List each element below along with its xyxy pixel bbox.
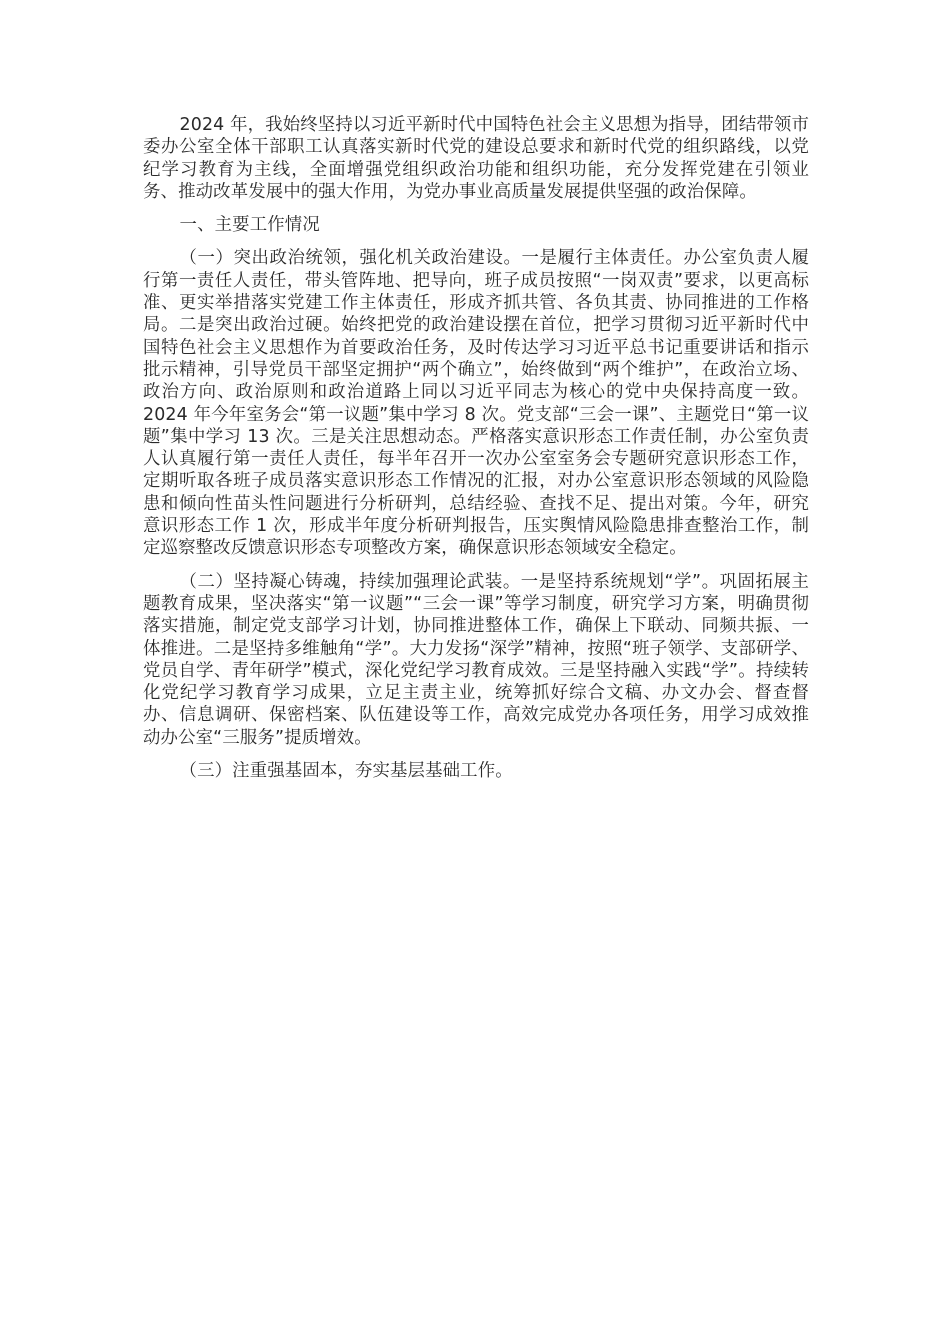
intro-paragraph: 2024 年，我始终坚持以习近平新时代中国特色社会主义思想为指导，团结带领市委办公室全体干部职工认真落实新时代党的建设总要求和新时代党的组织路线，以党纪学习教育为主线，全面增强党组织政治功能和组织功能，充分发挥党建在引领业务、推动改革发展中的强大作用，为党办事业高质量发展提供坚强的政治保障。 (143, 115, 809, 202)
paragraph-theory-study: （二）坚持凝心铸魂，持续加强理论武装。一是坚持系统规划“学”。巩固拓展主题教育成果，坚决落实“第一议题”“三会一课”等学习制度，研究学习方案，明确贯彻落实措施，制定党支部学习计划，协同推进整体工作，确保上下联动、同频共振、一体推进。二是坚持多维触角“学”。大力发扬“深学”精神，按照“班子领学、支部研学、党员自学、青年研学”模式，深化党纪学习教育成效。三是坚持融入实践“学”。持续转化党纪学习教育学习成果，立足主责主业，统筹抓好综合文稿、办文办会、督查督办、信息调研、保密档案、队伍建设等工作，高效完成党办各项任务，用学习成效推动办公室“三服务”提质增效。 (143, 571, 809, 748)
section-heading-main-work: 一、主要工作情况 (179, 215, 320, 236)
paragraph-political-leadership: （一）突出政治统领，强化机关政治建设。一是履行主体责任。办公室负责人履行第一责任人责任，带头管阵地、把导向，班子成员按照“一岗双责”要求，以更高标准、更实举措落实党建工作主体责任，形成齐抓共管、各负其责、协同推进的工作格局。二是突出政治过硬。始终把党的政治建设摆在首位，把学习贯彻习近平新时代中国特色社会主义思想作为首要政治任务，及时传达学习习近平总书记重要讲话和指示批示精神，引导党员干部坚定拥护“两个确立”，始终做到“两个维护”，在政治立场、政治方向、政治原则和政治道路上同以习近平同志为核心的党中央保持高度一致。2024 年今年室务会“第一议题”集中学习 8 次。党支部“三会一课”、主题党日“第一议题”集中学习 13 次。三是关注思想动态。严格落实意识形态工作责任制，办公室负责人认真履行第一责任人责任，每半年召开一次办公室室务会专题研究意识形态工作，定期听取各班子成员落实意识形态工作情况的汇报，对办公室意识形态领域的风险隐患和倾向性苗头性问题进行分析研判，总结经验、查找不足、提出对策。今年，研究意识形态工作 1 次，形成半年度分析研判报告，压实舆情风险隐患排查整治工作，制定巡察整改反馈意识形态专项整改方案，确保意识形态领域安全稳定。 (143, 248, 809, 559)
document-page (143, 114, 809, 793)
subheading-grassroots-work: （三）注重强基固本，夯实基层基础工作。 (179, 761, 513, 782)
